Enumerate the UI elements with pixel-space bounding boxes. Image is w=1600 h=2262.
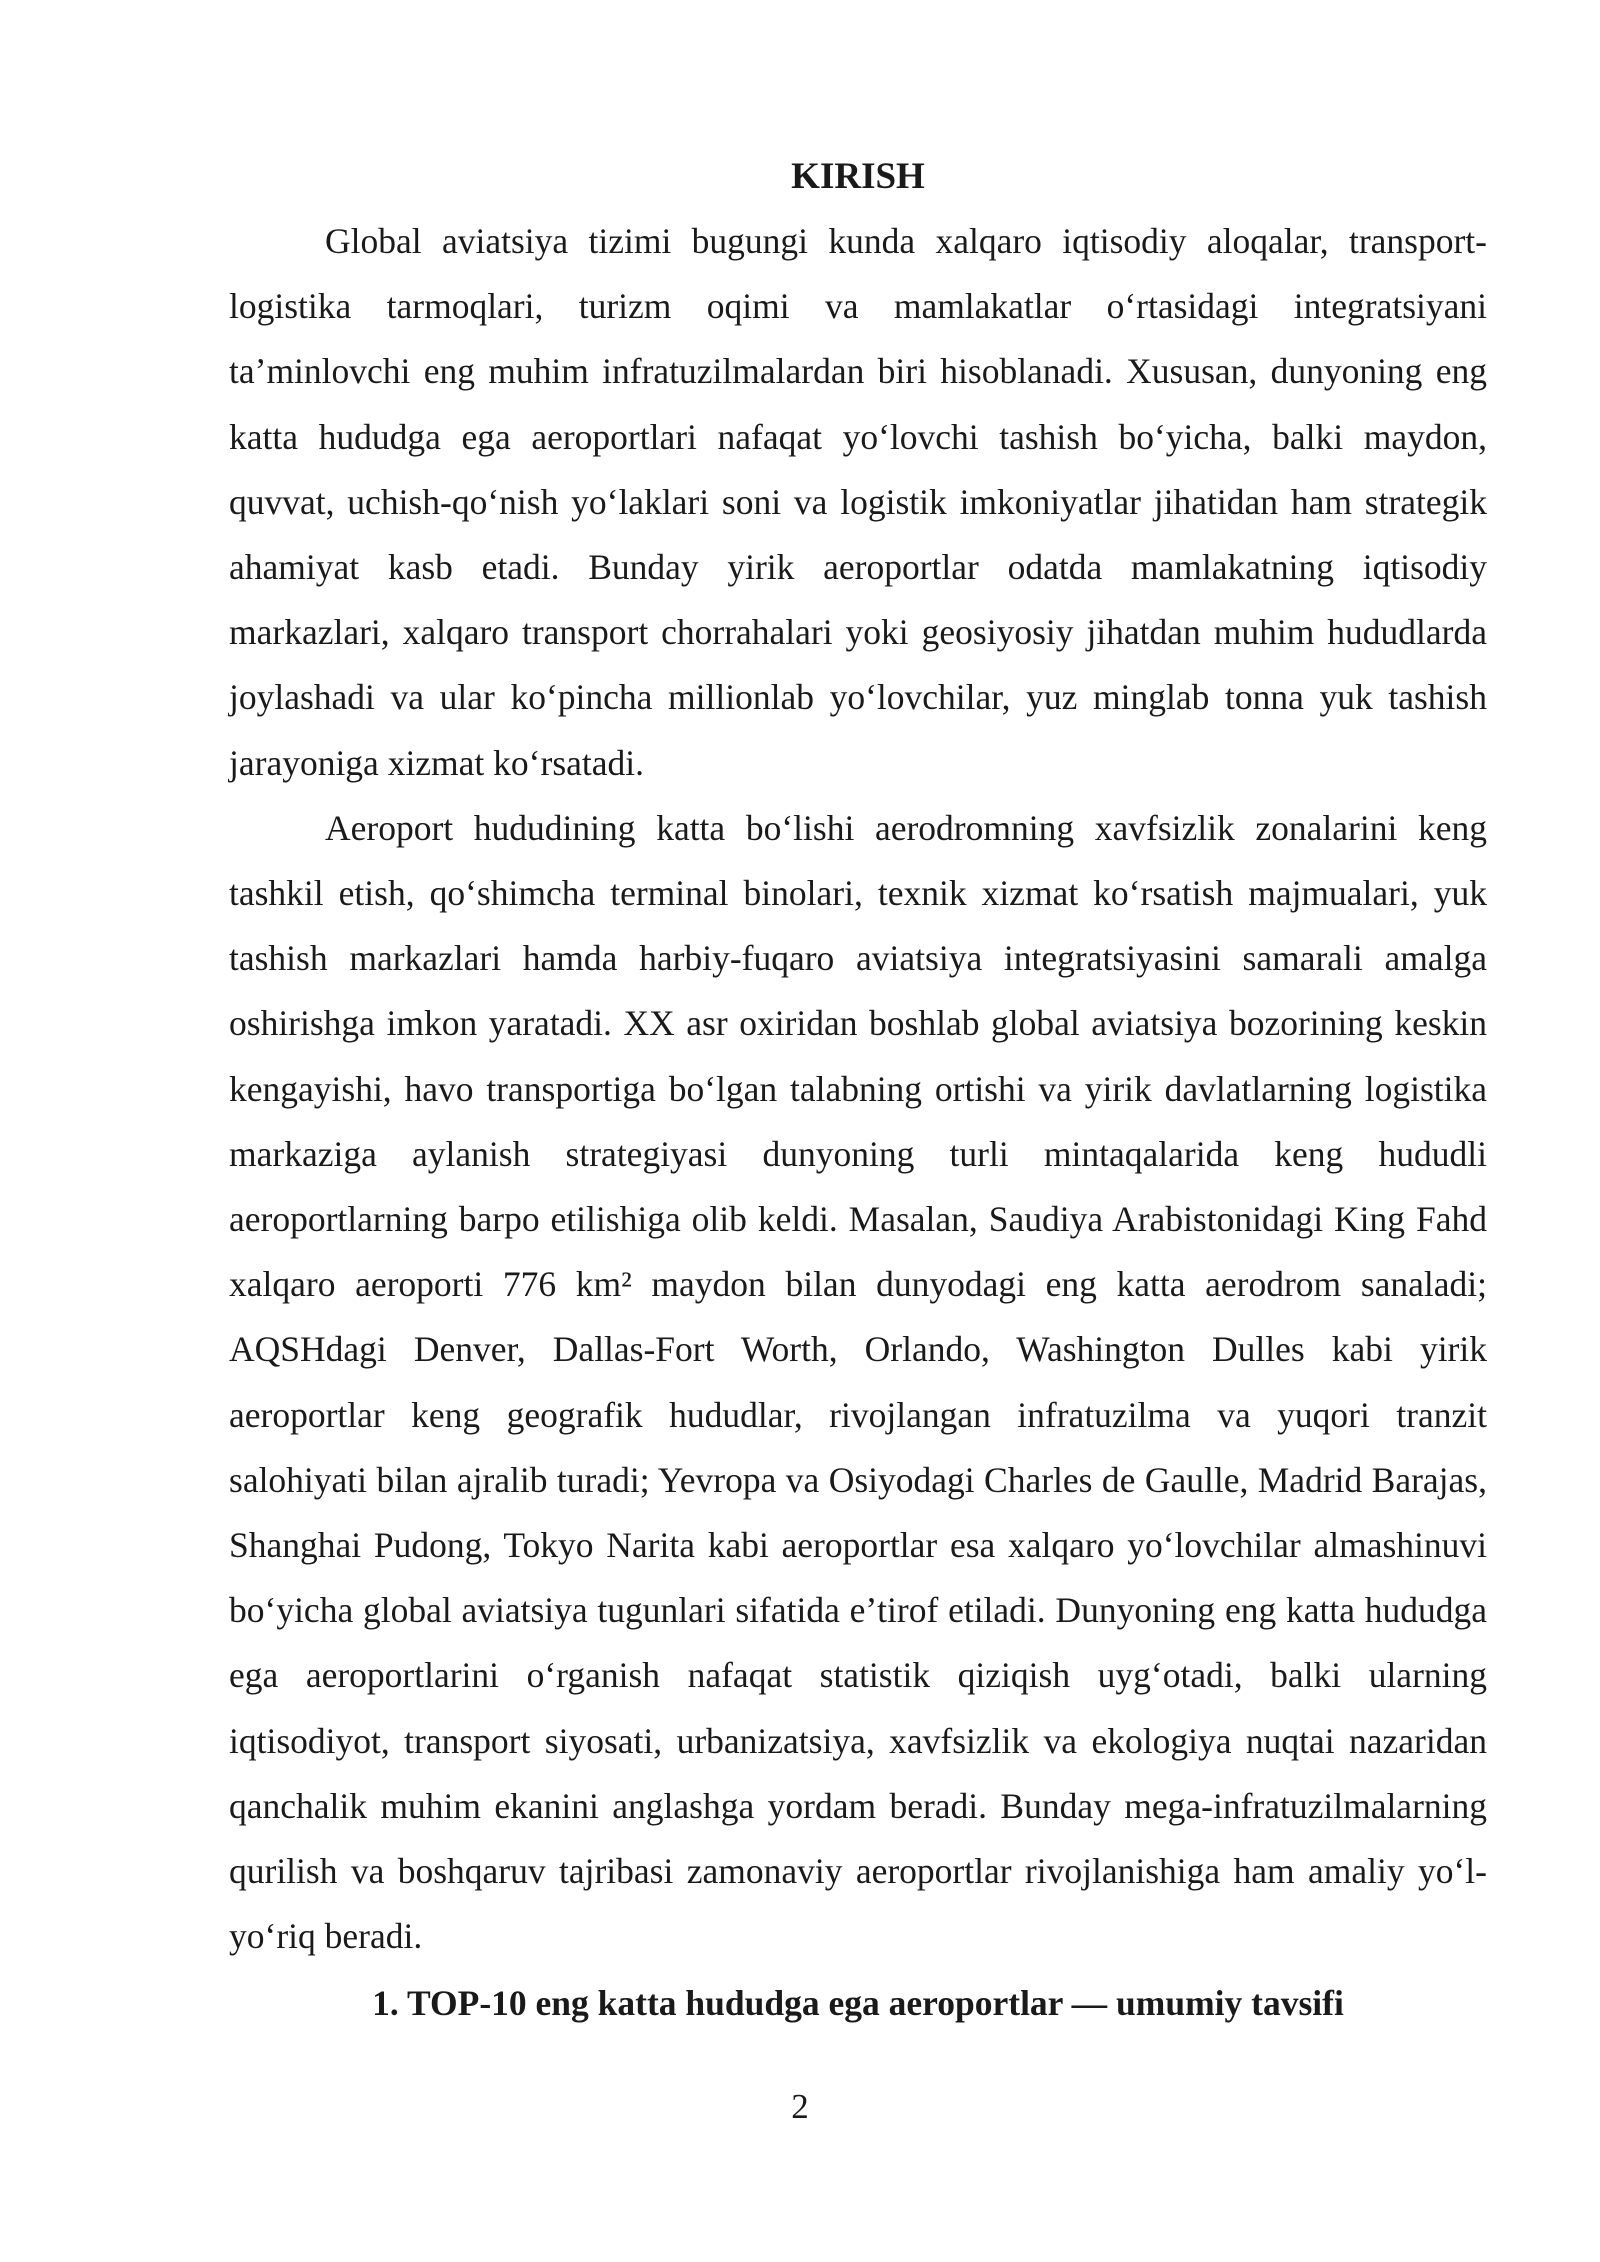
section-heading: 1. TOP-10 eng katta hududga ega aeroportlar — umumiy tavsifi — [372, 1983, 1344, 2024]
paragraph-airport-territory: Aeroport hududining katta boʻlishi aerodromning xavfsizlik zonalarini keng tashkil etish, qoʻshimcha terminal binolari, texnik xizmat koʻrsatish majmualari, yuk tashish markazlari hamda harbiy-fuqaro aviatsiya integratsiyasini samarali amalga oshirishga imkon yaratadi. XX asr oxiridan boshlab global aviatsiya bozorining keskin kengayishi, havo transportiga boʻlgan talabning ortishi va yirik davlatlarning logistika markaziga aylanish strategiyasi dunyoning turli mintaqalarida keng hududli aeroportlarning barpo etilishiga olib keldi. Masalan, Saudiya Arabistonidagi King Fahd xalqaro aeroporti 776 km² maydon bilan dunyodagi eng katta aerodrom sanaladi; AQSHdagi Denver, Dallas-Fort Worth, Orlando, Washington Dulles kabi yirik aeroportlar keng geografik hududlar, rivojlangan infratuzilma va yuqori tranzit salohiyati bilan ajralib turadi; Yevropa va Osiyodagi Charles de Gaulle, Madrid Barajas, Shanghai Pudong, Tokyo Narita kabi aeroportlar esa xalqaro yoʻlovchilar almashinuvi boʻyicha global aviatsiya tugunlari sifatida eʼtirof etiladi. Dunyoning eng katta hududga ega aeroportlarini oʻrganish nafaqat statistik qiziqish uygʻotadi, balki ularning iqtisodiyot, transport siyosati, urbanizatsiya, xavfsizlik va ekologiya nuqtai nazaridan qanchalik muhim ekanini anglashga yordam beradi. Bunday mega-infratuzilmalarning qurilish va boshqaruv tajribasi zamonaviy aeroportlar rivojlanishiga ham amaliy yoʻl-yoʻriq beradi. — [229, 807, 1487, 1957]
page-content — [229, 148, 1487, 2037]
document-title: KIRISH — [791, 156, 925, 197]
page-number: 2 — [791, 2087, 809, 2126]
paragraph-intro: Global aviatsiya tizimi bugungi kunda xalqaro iqtisodiy aloqalar, transport-logistika tarmoqlari, turizm oqimi va mamlakatlar oʻrtasidagi integratsiyani taʼminlovchi eng muhim infratuzilmalardan biri hisoblanadi. Xususan, dunyoning eng katta hududga ega aeroportlari nafaqat yoʻlovchi tashish boʻyicha, balki maydon, quvvat, uchish-qoʻnish yoʻlaklari soni va logistik imkoniyatlar jihatidan ham strategik ahamiyat kasb etadi. Bunday yirik aeroportlar odatda mamlakatning iqtisodiy markazlari, xalqaro transport chorrahalari yoki geosiyosiy jihatdan muhim hududlarda joylashadi va ular koʻpincha millionlab yoʻlovchilar, yuz minglab tonna yuk tashish jarayoniga xizmat koʻrsatadi. — [229, 221, 1487, 783]
